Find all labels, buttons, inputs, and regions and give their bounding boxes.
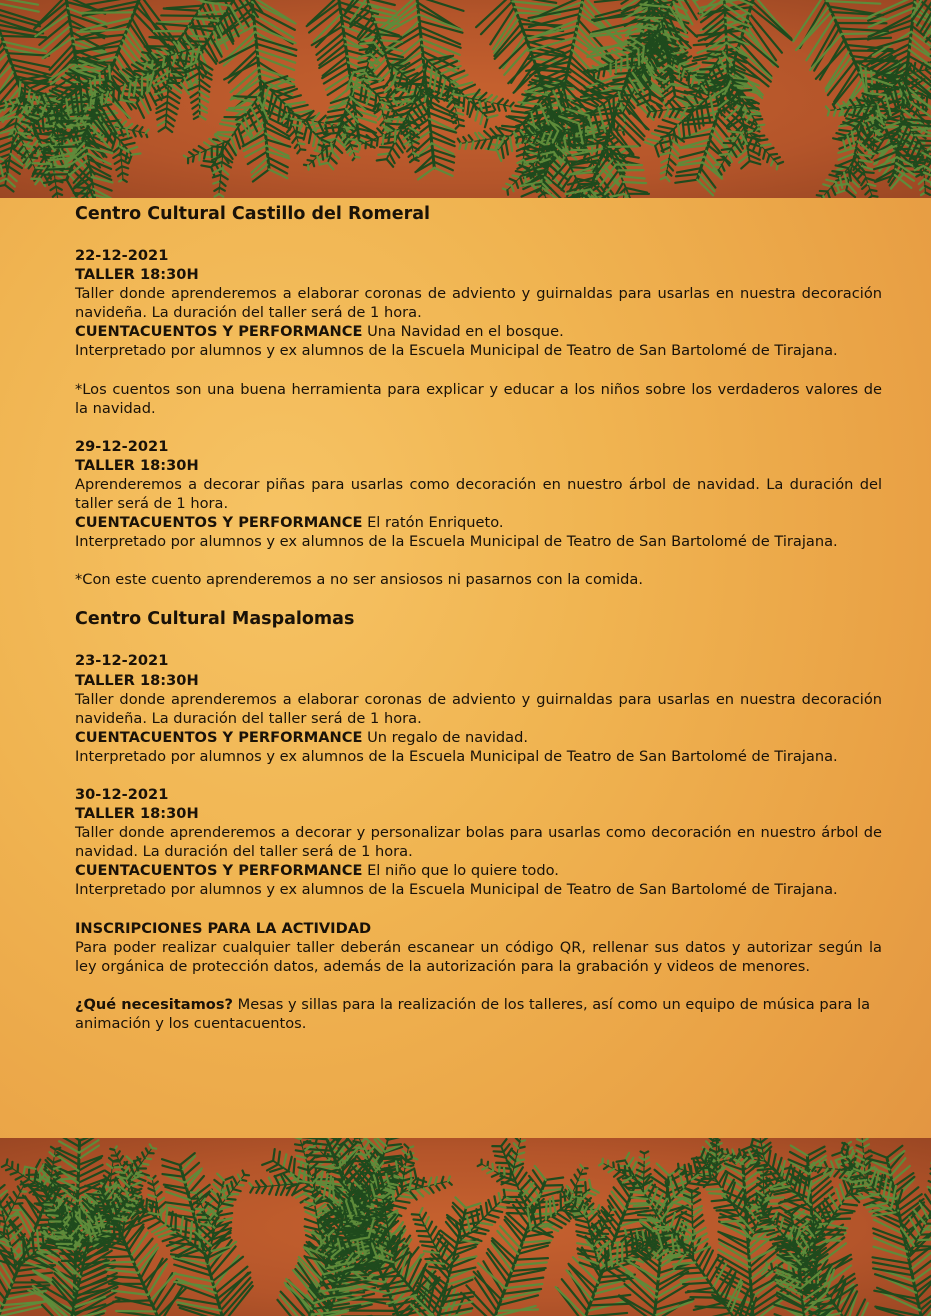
event-date: 22-12-2021 (75, 247, 169, 264)
performers-text: Interpretado por alumnos y ex alumnos de la Escuela Municipal de Teatro de San Bartolomé de Tirajana. (75, 747, 838, 765)
taller-description: Taller donde aprenderemos a elaborar coronas de adviento y guirnaldas para usarlas en nuestra decoración navideña. La duración del taller será de 1 hora. (75, 285, 882, 322)
cuentacuentos-title: Un regalo de navidad. (362, 728, 529, 746)
cuentacuentos-label: CUENTACUENTOS Y PERFORMANCE (75, 514, 363, 532)
cuentacuentos-line (75, 513, 882, 532)
taller-time: TALLER 18:30H (75, 266, 199, 284)
pine-branches-top (0, 0, 931, 198)
cuentacuentos-line (75, 861, 882, 880)
cuentacuentos-label: CUENTACUENTOS Y PERFORMANCE (75, 323, 363, 341)
taller-description: Taller donde aprenderemos a decorar y personalizar bolas para usarlas como decoración en nuestro árbol de navidad. La duración del taller será de 1 hora. (75, 824, 882, 861)
event-note: *Con este cuento aprenderemos a no ser ansiosos ni pasarnos con la comida. (75, 571, 643, 589)
event-date: 30-12-2021 (75, 785, 169, 803)
event-date: 29-12-2021 (75, 437, 169, 455)
pine-branches-bottom-art (0, 1138, 931, 1316)
performers-text: Interpretado por alumnos y ex alumnos de la Escuela Municipal de Teatro de San Bartolomé de Tirajana. (75, 881, 838, 899)
center-title: Centro Cultural Castillo del Romeral (75, 204, 431, 224)
pine-branches-bottom (0, 1138, 931, 1316)
cuentacuentos-line (75, 322, 882, 341)
necesitamos-paragraph (75, 995, 882, 1033)
performers-text: Interpretado por alumnos y ex alumnos de la Escuela Municipal de Teatro de San Bartolomé de Tirajana. (75, 342, 838, 360)
inscripciones-title: INSCRIPCIONES PARA LA ACTIVIDAD (75, 919, 372, 937)
necesitamos-label: ¿Qué necesitamos? (75, 995, 233, 1013)
taller-time: TALLER 18:30H (75, 671, 199, 689)
taller-time: TALLER 18:30H (75, 456, 199, 474)
cuentacuentos-title: El ratón Enriqueto. (362, 514, 504, 532)
cuentacuentos-title: El niño que lo quiere todo. (362, 862, 559, 880)
taller-description: Aprenderemos a decorar piñas para usarlas como decoración en nuestro árbol de navidad. La duración del taller será de 1 hora. (75, 475, 882, 513)
pine-branches-top-art (0, 0, 931, 198)
event-note: *Los cuentos son una buena herramienta para explicar y educar a los niños sobre los verdaderos valores de la navidad. (75, 380, 882, 417)
cuentacuentos-title: Una Navidad en el bosque. (362, 323, 564, 341)
content (75, 203, 882, 1033)
cuentacuentos-label: CUENTACUENTOS Y PERFORMANCE (75, 862, 363, 880)
cuentacuentos-line (75, 728, 882, 747)
necesitamos-text: Mesas y sillas para la realización de los talleres, así como un equipo de música para la animación y los cuentacuentos. (75, 995, 871, 1032)
inscripciones-text: Para poder realizar cualquier taller deberán escanear un código QR, rellenar sus datos y autorizar según la ley orgánica de protección datos, además de la autorización para la grabación y videos de menores. (75, 938, 882, 975)
center-title: Centro Cultural Maspalomas (75, 609, 355, 630)
cuentacuentos-label: CUENTACUENTOS Y PERFORMANCE (75, 728, 363, 746)
event-date: 23-12-2021 (75, 652, 169, 670)
performers-text: Interpretado por alumnos y ex alumnos de la Escuela Municipal de Teatro de San Bartolomé de Tirajana. (75, 533, 838, 551)
taller-time: TALLER 18:30H (75, 805, 199, 823)
taller-description: Taller donde aprenderemos a elaborar coronas de adviento y guirnaldas para usarlas en nuestra decoración navideña. La duración del taller será de 1 hora. (75, 690, 882, 727)
